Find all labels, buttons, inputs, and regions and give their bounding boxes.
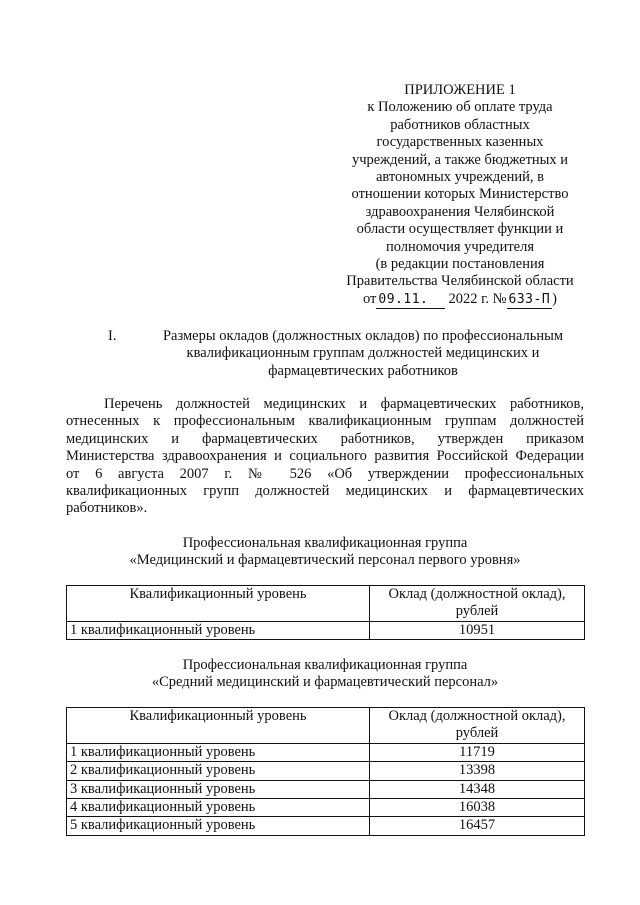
doc-number: 633-П (508, 291, 551, 307)
header-level: Квалификационный уровень (67, 708, 370, 744)
header-level: Квалификационный уровень (67, 586, 370, 622)
appendix-line: здравоохранения Челябинской (365, 203, 555, 220)
group1-table (66, 585, 585, 640)
appendix-line: (в редакции постановления (375, 256, 545, 273)
header-salary (370, 708, 585, 744)
salary-cell: 14348 (370, 780, 585, 798)
doc-number-field (507, 291, 553, 309)
appendix-date-line (338, 291, 582, 309)
salary-cell: 16038 (370, 799, 585, 817)
table-row (67, 780, 585, 798)
group2-table (66, 707, 585, 836)
date-prefix: от (362, 290, 377, 307)
date-suffix: ) (552, 290, 557, 307)
appendix-line: автономных учреждений, в (375, 169, 545, 186)
section-title-line: фармацевтических работников (268, 362, 458, 379)
appendix-line: Правительства Челябинской области (346, 273, 574, 290)
date-value: 09.11. (378, 291, 429, 307)
appendix-line: отношении которых Министерство (351, 186, 569, 203)
table-header-row (67, 586, 585, 622)
appendix-title: ПРИЛОЖЕНИЕ 1 (404, 82, 516, 98)
salary-cell: 16457 (370, 817, 585, 835)
appendix-line: области осуществляет функции и (356, 221, 564, 238)
level-cell: 4 квалификационный уровень (67, 799, 370, 817)
section-title-line: квалификационным группам должностей медицинских и (186, 345, 540, 362)
table-row (67, 817, 585, 835)
header-salary-line: Оклад (должностной оклад), (388, 708, 566, 724)
table-header-row (67, 708, 585, 744)
table-row (67, 621, 585, 639)
paragraph-line: медицинских и фармацевтических работников, утвержден приказом (66, 430, 584, 447)
group2-title (66, 657, 584, 692)
level-cell: 2 квалификационный уровень (67, 762, 370, 780)
table-row (67, 799, 585, 817)
salary-cell: 10951 (370, 621, 585, 639)
level-cell: 5 квалификационный уровень (67, 817, 370, 835)
level-cell: 3 квалификационный уровень (67, 780, 370, 798)
paragraph-line: квалификационных групп должностей медицинских и фармацевтических (66, 483, 584, 500)
group1-title (66, 535, 584, 570)
section-number: I. (108, 328, 117, 344)
intro-paragraph (66, 396, 584, 518)
appendix-line: работников областных (390, 116, 530, 133)
paragraph-line: отнесенных к профессиональным квалификационным группам должностей (66, 413, 584, 430)
header-salary-line: рублей (455, 603, 499, 620)
salary-cell: 11719 (370, 743, 585, 761)
paragraph-line: работников». (66, 500, 148, 517)
appendix-line: полномочия учредителя (385, 238, 535, 255)
date-year: 2022 г. № (448, 290, 507, 307)
header-salary (370, 586, 585, 622)
level-cell: 1 квалификационный уровень (67, 743, 370, 761)
paragraph-line: от 6 августа 2007 г. № 526 «Об утверждении профессиональных (66, 465, 584, 482)
group1-title-line: Профессиональная квалификационная группа (182, 535, 468, 551)
paragraph-line: Перечень должностей медицинских и фармацевтических работников, (104, 396, 584, 412)
appendix-line: учреждений, а также бюджетных и (351, 151, 569, 168)
section-title (148, 328, 578, 380)
salary-cell: 13398 (370, 762, 585, 780)
date-field (376, 291, 444, 309)
group2-title-line: «Средний медицинский и фармацевтический персонал» (151, 674, 499, 691)
header-salary-line: Оклад (должностной оклад), (388, 586, 566, 602)
group1-title-line: «Медицинский и фармацевтический персонал первого уровня» (129, 552, 521, 569)
group2-title-line: Профессиональная квалификационная группа (182, 657, 468, 673)
paragraph-line: Министерства здравоохранения и социального развития Российской Федерации (66, 448, 584, 465)
appendix-line: к Положению об оплате труда (367, 99, 553, 116)
appendix-line: государственных казенных (376, 134, 544, 151)
section-heading (108, 328, 578, 380)
level-cell: 1 квалификационный уровень (67, 621, 370, 639)
table-row (67, 743, 585, 761)
section-title-line: Размеры окладов (должностных окладов) по профессиональным (162, 328, 564, 344)
header-salary-line: рублей (455, 725, 499, 742)
table-row (67, 762, 585, 780)
appendix-header (338, 82, 582, 309)
